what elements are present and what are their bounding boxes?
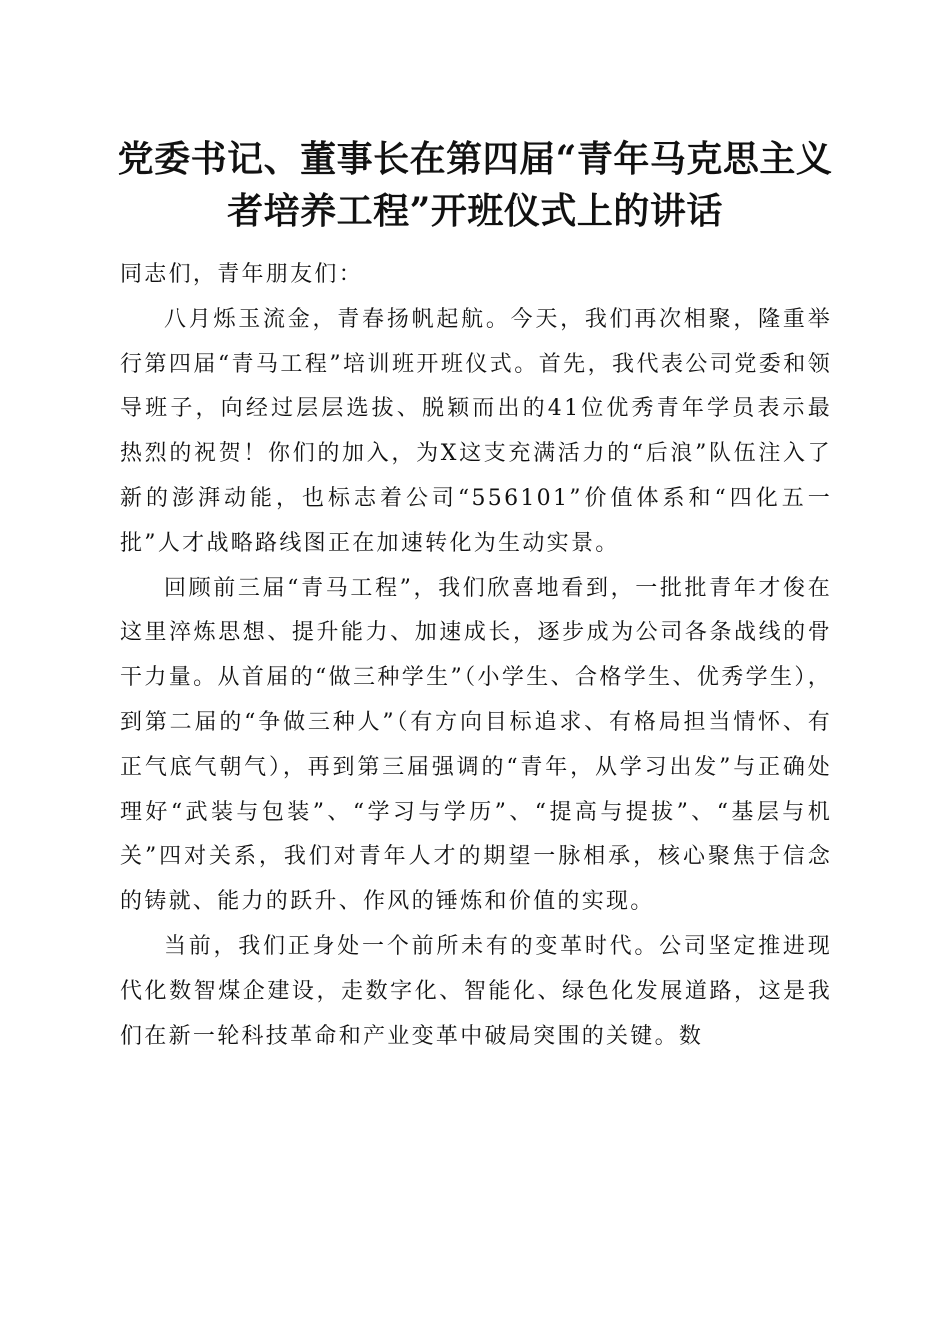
salutation: 同志们，青年朋友们： [120, 262, 364, 287]
title-line-1: 党委书记、董事长在第四届“青年马克思主义 [117, 138, 833, 180]
paragraph-1: 八月烁玉流金，青春扬帆起航。今天，我们再次相聚，隆重举行第四届“青马工程”培训班开班仪式。首先，我代表公司党委和领导班子，向经过层层选拔、脱颖而出的41位优秀青年学员表示最热烈的祝贺！你们的加入，为X这支充满活力的“后浪”队伍注入了新的澎湃动能，也标志着公司“556101”价值体系和“四化五一批”人才战略路线图正在加速转化为生动实景。 [120, 306, 832, 556]
paragraph-3: 当前，我们正身处一个前所未有的变革时代。公司坚定推进现代化数智煤企建设，走数字化、智能化、绿色化发展道路，这是我们在新一轮科技革命和产业变革中破局突围的关键。数 [120, 933, 832, 1049]
document-body [120, 253, 832, 1059]
document-title [100, 133, 850, 237]
paragraph-2: 回顾前三届“青马工程”，我们欣喜地看到，一批批青年才俊在这里淬炼思想、提升能力、加速成长，逐步成为公司各条战线的骨干力量。从首届的“做三种学生”（小学生、合格学生、优秀学生），到第二届的“争做三种人”（有方向目标追求、有格局担当情怀、有正气底气朝气），再到第三届强调的“青年，从学习出发”与正确处理好“武装与包装”、“学习与学历”、“提高与提拔”、“基层与机关”四对关系，我们对青年人才的期望一脉相承，核心聚焦于信念的铸就、能力的跃升、作风的锤炼和价值的实现。 [120, 575, 832, 915]
title-line-2: 者培养工程”开班仪式上的讲话 [227, 190, 723, 232]
